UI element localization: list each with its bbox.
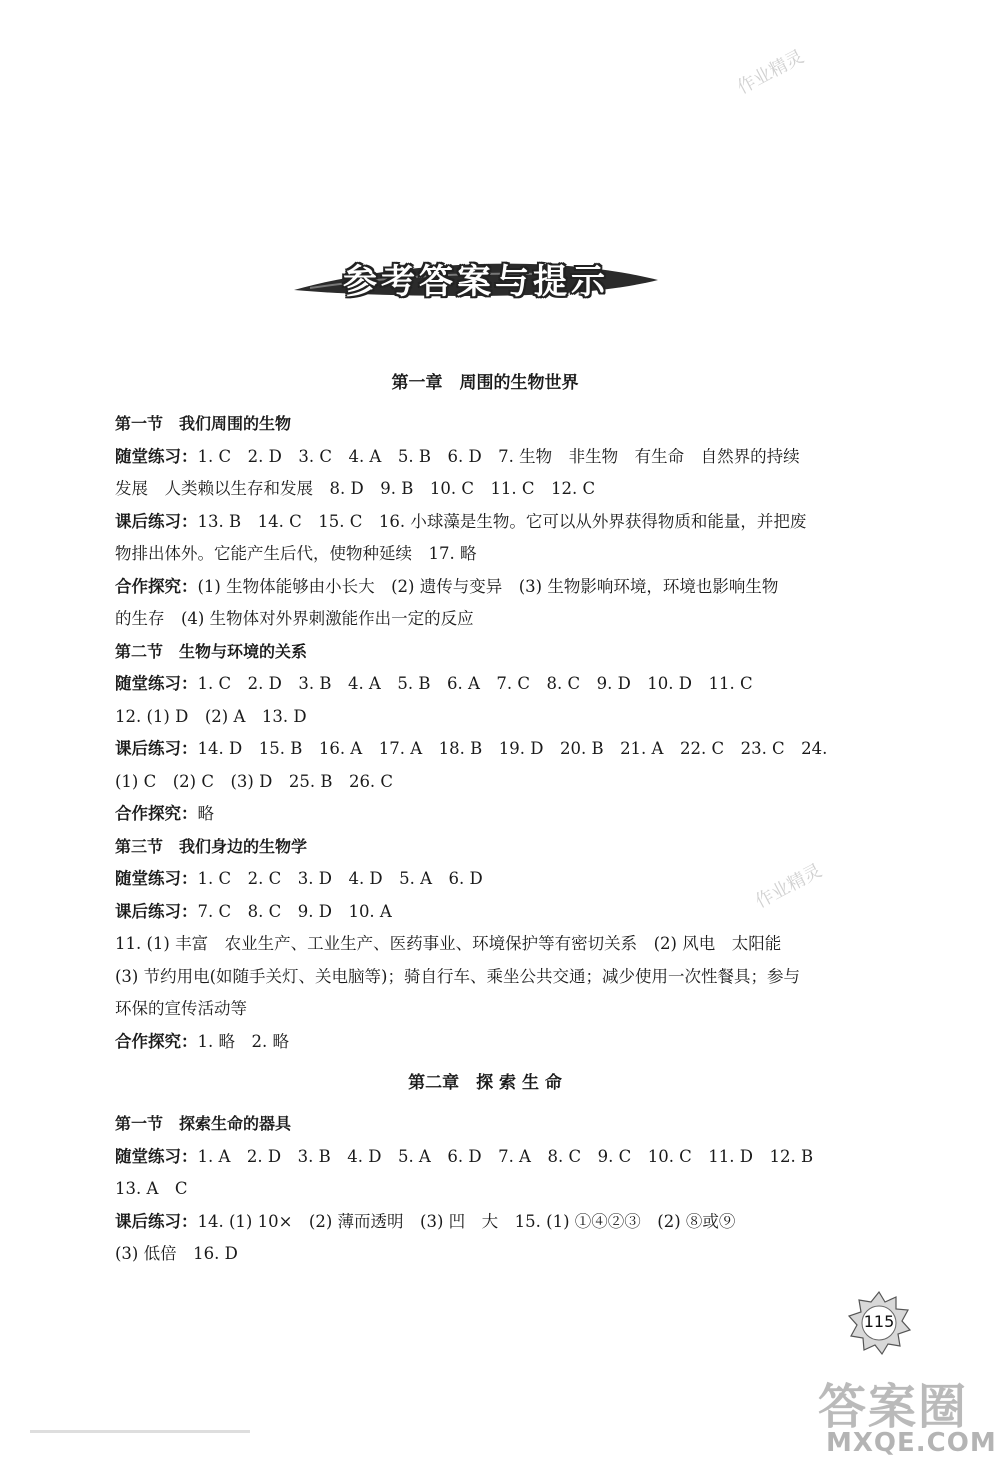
answer-text: 7. C 8. C 9. D 10. A [197,901,392,921]
answer-line [115,896,855,929]
answer-text: 13. B 14. C 15. C 16. 小球藻是生物。它可以从外界获得物质和能量，并把废 [197,511,807,531]
practice-label: 随堂练习： [115,446,198,466]
page-title: 参考答案与提示 [343,262,609,302]
watermark: 作业精灵 [751,860,826,913]
answer-line [115,668,855,701]
answers-banner [290,252,662,302]
answer-line [115,733,855,766]
page-number: 115 [863,1312,895,1331]
answer-line: 的生存 (4) 生物体对外界刺激能作出一定的反应 [115,609,474,628]
answer-line: (3) 节约用电(如随手关灯、关电脑等)；骑自行车、乘坐公共交通；减少使用一次性餐具；参与 [115,966,800,986]
section-1-2-title: 第二节 生物与环境的关系 [115,641,308,661]
answer-text: 1. 略 2. 略 [197,1031,289,1051]
chapter-2-title: 第二章 探 索 生 命 [408,1073,562,1093]
answer-line [115,1026,855,1059]
answer-text: 略 [197,804,214,823]
answer-text: 14. (1) 10× (2) 薄而透明 (3) 凹 大 15. (1) ①④②③ (2) ⑧或⑨ [197,1211,736,1231]
answer-text: 1. C 2. D 3. B 4. A 5. B 6. A 7. C 8. C 9. D 10. D 11. C [197,674,753,693]
answer-line: 发展 人类赖以生存和发展 8. D 9. B 10. C 11. C 12. C [115,479,596,498]
answer-line: 12. (1) D (2) A 13. D [115,706,307,726]
practice-label: 课后练习： [115,511,198,531]
answer-line [115,798,855,831]
practice-label: 随堂练习： [115,1146,198,1166]
answer-line [115,441,855,474]
answer-text: (1) 生物体能够由小长大 (2) 遗传与变异 (3) 生物影响环境，环境也影响生物 [197,576,779,596]
section-1-1-title: 第一节 我们周围的生物 [115,414,292,433]
answers-content [115,368,855,1271]
practice-label: 合作探究： [115,804,198,823]
practice-label: 合作探究： [115,576,198,596]
practice-label: 课后练习： [115,901,198,921]
answer-line: 环保的宣传活动等 [115,999,247,1018]
answer-line: 13. A C [115,1179,188,1198]
answer-line: 11. (1) 丰富 农业生产、工业生产、医药事业、环境保护等有密切关系 (2) 风电 太阳能 [115,934,782,953]
answer-line: (1) C (2) C (3) D 25. B 26. C [115,771,394,791]
practice-label: 随堂练习： [115,674,198,693]
site-logo-text: 答案圈 [818,1379,969,1435]
answer-line [115,571,855,604]
section-1-3-title: 第三节 我们身边的生物学 [115,836,308,856]
chapter-1-title: 第一章 周围的生物世界 [391,373,579,393]
answer-text: 14. D 15. B 16. A 17. A 18. B 19. D 20. B 21. A 22. C 23. C 24. [197,739,828,758]
answer-text: 1. A 2. D 3. B 4. D 5. A 6. D 7. A 8. C 9. C 10. C 11. D 12. B [197,1146,814,1166]
answer-line [115,506,855,539]
section-2-1-title: 第一节 探索生命的器具 [115,1114,292,1133]
site-watermark [818,1368,997,1463]
answer-line [115,1206,855,1239]
watermark: 作业精灵 [733,46,808,99]
practice-label: 合作探究： [115,1031,198,1051]
answer-line: 物排出体外。它能产生后代，使物种延续 17. 略 [115,544,477,563]
answer-line: (3) 低倍 16. D [115,1244,238,1263]
answer-line [115,863,855,896]
scan-artifact [30,1430,250,1433]
answer-line [115,1141,855,1174]
answer-text: 1. C 2. C 3. D 4. D 5. A 6. D [197,869,483,888]
site-url-text: MXQE.COM [826,1428,997,1458]
answer-text: 1. C 2. D 3. C 4. A 5. B 6. D 7. 生物 非生物 有生命 自然界的持续 [197,446,800,466]
practice-label: 随堂练习： [115,869,198,888]
practice-label: 课后练习： [115,739,198,758]
page-number-badge [846,1290,912,1356]
practice-label: 课后练习： [115,1211,198,1231]
